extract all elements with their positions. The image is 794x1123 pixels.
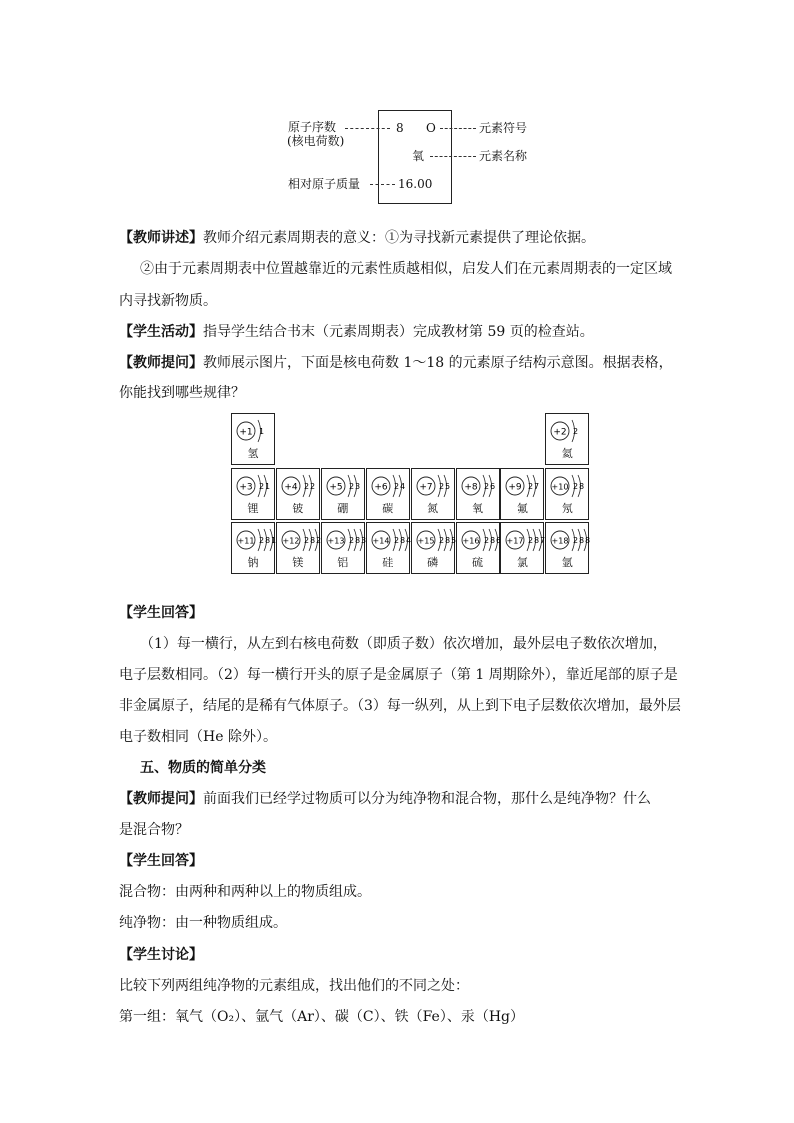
shell-electron-count: 3 — [354, 481, 360, 491]
leader-line — [440, 128, 476, 129]
shell-electron-count: 2 — [393, 481, 399, 491]
leader-line — [430, 156, 476, 157]
shell-electron-count: 5 — [450, 536, 456, 545]
element-cell — [500, 522, 544, 574]
shell-electron-count: 1 — [271, 536, 276, 545]
element-cell — [321, 522, 365, 574]
element-name: 氧 — [472, 501, 483, 515]
nuclear-charge: +4 — [284, 482, 298, 492]
paragraph — [119, 322, 679, 342]
nuclear-charge: +2 — [553, 427, 567, 438]
paragraph-line: 非金属原子，结尾的是稀有气体原子。（3）每一纵列，从上到下电子层数依次增加，最外层 — [119, 698, 681, 714]
shell-electron-count: 2 — [393, 536, 399, 545]
shell-electron-count: 2 — [573, 427, 579, 436]
element-cell — [321, 468, 365, 520]
nuclear-charge: +17 — [506, 536, 524, 546]
nuclear-charge: +12 — [282, 536, 300, 546]
leader-line — [370, 184, 395, 185]
nuclear-charge: +15 — [417, 536, 435, 546]
element-name: 氧 — [412, 149, 425, 163]
paragraph-line: 比较下列两组纯净物的元素组成，找出他们的不同之处： — [119, 978, 469, 994]
nuclear-charge: +18 — [551, 536, 569, 546]
paragraph-line: 第一组：氧气（O₂）、氩气（Ar）、碳（C）、铁（Fe）、汞（Hg） — [119, 1009, 525, 1025]
shell-electron-count: 2 — [259, 481, 265, 491]
element-name: 钠 — [247, 556, 259, 569]
shell-electron-count: 2 — [573, 536, 579, 545]
shell-electron-count: 8 — [354, 536, 360, 545]
element-name: 硅 — [382, 556, 394, 569]
nuclear-charge: +7 — [418, 482, 433, 492]
element-name: 氟 — [516, 501, 528, 515]
section-head: 【教师提问】 — [119, 791, 203, 807]
element-key-diagram — [285, 108, 545, 203]
nuclear-charge: +10 — [551, 482, 569, 491]
section-head: 【学生回答】 — [119, 853, 203, 869]
section-head: 【学生讨论】 — [119, 947, 203, 963]
element-name: 硫 — [472, 556, 483, 569]
section-head: 【教师讲述】 — [119, 230, 203, 246]
element-name: 锂 — [247, 501, 259, 515]
paragraph-line: 电子数相同（He 除外）。 — [119, 729, 277, 745]
nuclear-charge: +5 — [329, 482, 343, 492]
shell-electron-count: 8 — [489, 536, 495, 545]
element-name: 硼 — [337, 501, 349, 515]
nuclear-charge: +11 — [237, 536, 255, 546]
shell-electron-count: 8 — [579, 481, 585, 491]
nuclear-charge: +1 — [239, 427, 253, 438]
paragraph-text: 前面我们已经学过物质可以分为纯净物和混合物，那什么是纯净物？什么 — [203, 791, 651, 807]
shell-electron-count: 7 — [534, 481, 540, 491]
shell-electron-count: 2 — [259, 536, 265, 545]
shell-electron-count: 8 — [265, 536, 271, 545]
shell-electron-count: 8 — [585, 536, 591, 545]
section-head: 【教师提问】 — [119, 355, 203, 371]
shell-electron-count: 2 — [348, 536, 354, 545]
element-cell — [366, 522, 410, 574]
element-name: 氖 — [561, 501, 573, 515]
element-cell — [231, 468, 275, 520]
nuclear-charge: +16 — [462, 536, 479, 546]
shell-electron-count: 8 — [309, 536, 315, 545]
shell-electron-count: 2 — [315, 536, 321, 545]
shell-electron-count: 8 — [399, 536, 405, 545]
element-name: 镁 — [292, 556, 304, 569]
element-name: 铍 — [292, 501, 304, 515]
shell-electron-count: 3 — [360, 536, 366, 545]
paragraph-text: 教师展示图片，下面是核电荷数 1～18 的元素原子结构示意图。根据表格， — [203, 355, 673, 371]
atomic-mass: 16.00 — [398, 177, 433, 191]
element-cell — [545, 522, 589, 574]
shell-electron-count: 2 — [303, 481, 309, 491]
shell-electron-count: 2 — [483, 481, 489, 491]
shell-electron-count: 2 — [528, 536, 534, 545]
atomic-structure-table — [231, 413, 590, 588]
element-name: 氦 — [561, 447, 573, 460]
nuclear-charge: +13 — [327, 536, 345, 546]
section-head: 【学生回答】 — [119, 605, 203, 621]
shell-electron-count: 7 — [540, 536, 546, 545]
paragraph-line: 混合物：由两种和两种以上的物质组成。 — [119, 884, 371, 900]
name-label: 元素名称 — [479, 149, 528, 163]
shell-electron-count: 8 — [579, 536, 585, 545]
shell-electron-count: 1 — [265, 481, 271, 491]
element-name: 氢 — [247, 447, 259, 460]
shell-electron-count: 4 — [405, 536, 411, 545]
shell-electron-count: 2 — [573, 481, 579, 491]
atomic-number-label: 原子序数 — [288, 120, 337, 134]
shell-electron-count: 6 — [489, 481, 495, 491]
mass-label: 相对原子质量 — [288, 177, 361, 191]
nuclear-charge: +9 — [508, 482, 523, 492]
element-symbol: O — [426, 121, 436, 135]
paragraph — [119, 353, 679, 373]
nuclear-charge-label: (核电荷数) — [287, 134, 345, 148]
paragraph — [119, 228, 679, 248]
nuclear-charge: +6 — [374, 482, 388, 492]
shell-electron-count: 2 — [438, 481, 444, 491]
element-name: 氮 — [427, 501, 439, 515]
shell-electron-count: 2 — [438, 536, 444, 545]
shell-electron-count: 1 — [259, 427, 265, 436]
shell-electron-count: 8 — [534, 536, 540, 545]
nuclear-charge: +14 — [372, 536, 390, 546]
element-name: 氯 — [516, 556, 528, 569]
shell-electron-count: 2 — [483, 536, 489, 545]
element-cell — [276, 468, 320, 520]
paragraph-text: 教师介绍元素周期表的意义：①为寻找新元素提供了理论依据。 — [203, 230, 595, 246]
paragraph-line: 是混合物？ — [119, 822, 189, 838]
shell-electron-count: 5 — [444, 481, 450, 491]
shell-electron-count: 8 — [444, 536, 450, 545]
element-cell — [411, 522, 455, 574]
nuclear-charge: +8 — [463, 482, 478, 492]
element-name: 铝 — [337, 556, 349, 569]
element-name: 磷 — [427, 556, 439, 569]
element-name: 氩 — [561, 556, 573, 569]
paragraph-line: ②由于元素周期表中位置越靠近的元素性质越相似，启发人们在元素周期表的一定区域 — [140, 261, 672, 277]
shell-electron-count: 4 — [399, 481, 405, 491]
element-cell — [456, 468, 500, 520]
shell-electron-count: 2 — [528, 481, 534, 491]
paragraph-line: （1）每一横行，从左到右核电荷数（即质子数）依次增加，最外层电子数依次增加， — [140, 636, 667, 652]
section-title: 五、物质的简单分类 — [140, 760, 266, 776]
shell-electron-count: 2 — [348, 481, 354, 491]
leader-line — [345, 128, 390, 129]
paragraph-line: 纯净物：由一种物质组成。 — [119, 915, 287, 931]
element-cell — [366, 468, 410, 520]
paragraph — [119, 789, 679, 809]
paragraph-text: 指导学生结合书末（元素周期表）完成教材第 59 页的检查站。 — [203, 324, 594, 340]
element-cell — [231, 522, 275, 574]
paragraph-line: 你能找到哪些规律？ — [119, 385, 245, 401]
element-name: 碳 — [382, 501, 394, 515]
symbol-label: 元素符号 — [479, 121, 528, 135]
element-cell — [545, 413, 589, 465]
element-cell — [276, 522, 320, 574]
paragraph-line: 内寻找新物质。 — [119, 293, 217, 309]
shell-electron-count: 2 — [309, 481, 315, 491]
atomic-number: 8 — [396, 121, 404, 135]
paragraph-line: 电子层数相同。（2）每一横行开头的原子是金属原子（第 1 周期除外），靠近尾部的原子是 — [119, 667, 678, 683]
element-cell — [456, 522, 500, 574]
shell-electron-count: 6 — [495, 536, 501, 545]
element-cell — [545, 468, 589, 520]
nuclear-charge: +3 — [239, 482, 253, 492]
element-cell — [231, 413, 275, 465]
section-head: 【学生活动】 — [119, 324, 203, 340]
element-cell — [500, 468, 544, 520]
element-cell — [411, 468, 455, 520]
shell-electron-count: 2 — [303, 536, 309, 545]
